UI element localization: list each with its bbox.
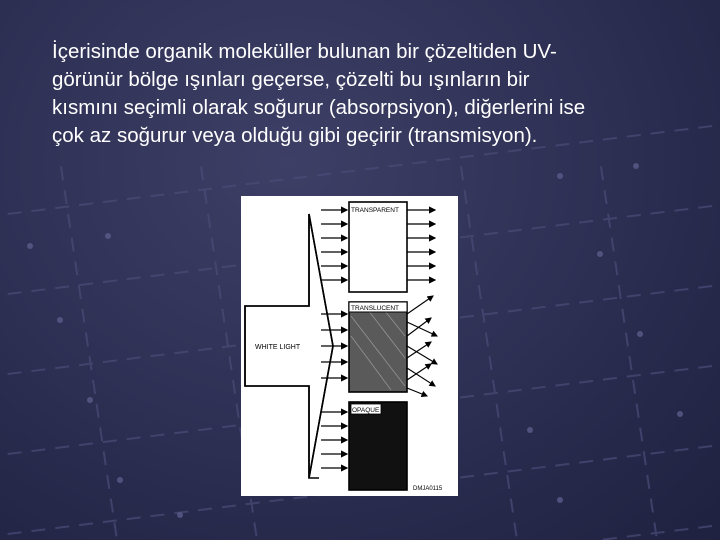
translucent-label: TRANSLUCENT: [351, 305, 400, 312]
text-line-4: çok az soğurur veya olduğu gibi geçirir (transmisyon).: [52, 124, 538, 147]
text-line-3: kısmını seçimli olarak soğurur (absorpsiyon), diğerlerini ise: [52, 96, 586, 119]
transparent-box: [349, 202, 407, 292]
white-light-label: WHITE LIGHT: [255, 344, 301, 351]
text-line-1: İçerisinde organik moleküller bulunan bir çözeltiden UV-: [52, 40, 557, 63]
light-transmission-figure: [241, 196, 458, 496]
transparent-label: TRANSPARENT: [351, 207, 399, 214]
slide-body-text: [52, 38, 692, 150]
opaque-box: [349, 402, 407, 490]
scattered-arrows-translucent: [407, 296, 437, 396]
text-line-2: görünür bölge ışınları geçerse, çözelti bu ışınların bir: [52, 68, 530, 91]
incident-arrows-opaque: [321, 412, 347, 468]
translucent-box: [349, 302, 407, 392]
figure-drawing: [241, 196, 458, 496]
transmitted-arrows-transparent: [407, 210, 435, 280]
opaque-label: OPAQUE: [352, 407, 380, 414]
figure-code-label: DMJA0115: [413, 486, 443, 492]
incident-arrows-transparent: [321, 210, 347, 280]
